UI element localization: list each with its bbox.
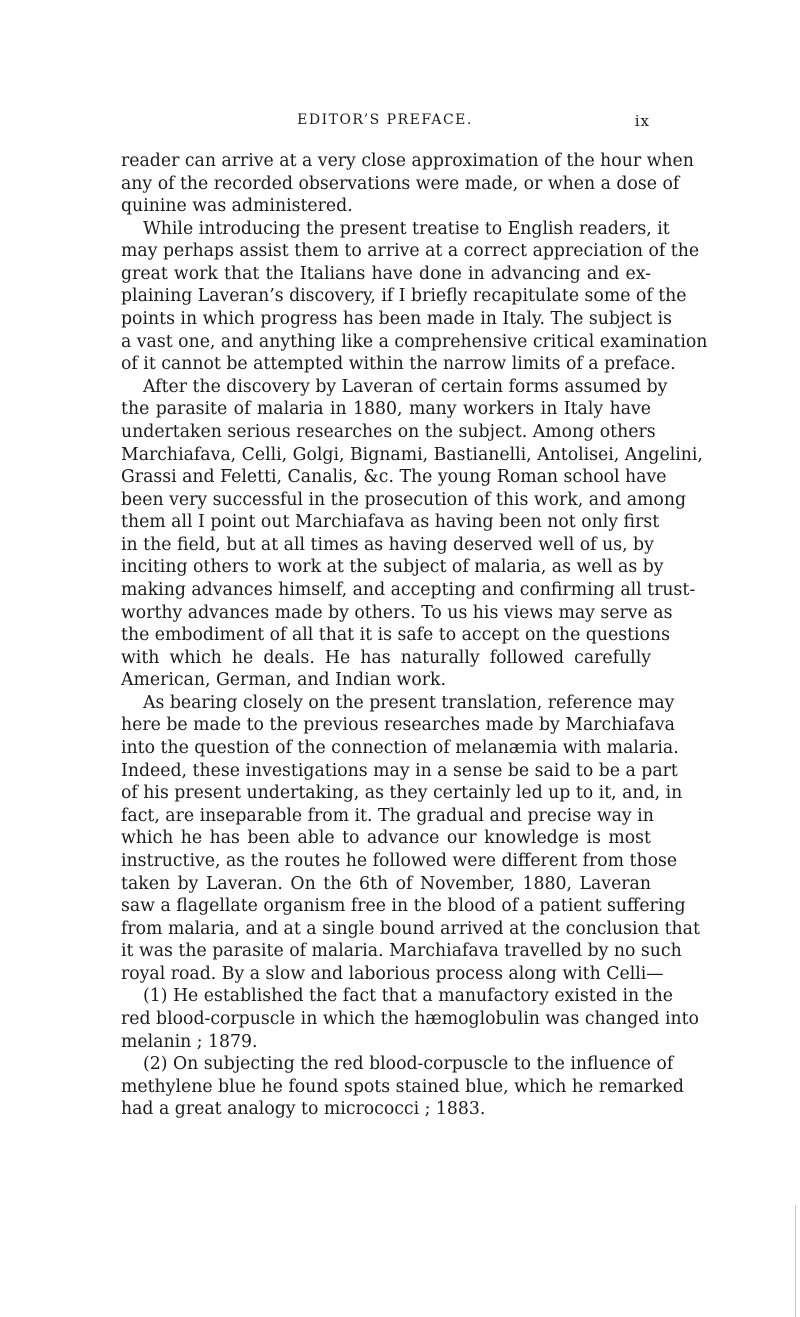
text-line: royal road. By a slow and laborious process along with Celli— bbox=[121, 963, 664, 984]
text-line: may perhaps assist them to arrive at a correct appreciation of the bbox=[121, 241, 700, 262]
text-line: While introducing the present treatise to English readers, it bbox=[143, 218, 670, 239]
text-line: been very successful in the prosecution of this work, and among bbox=[121, 489, 687, 510]
text-line: of his present undertaking, as they certainly led up to it, and, in bbox=[121, 783, 683, 804]
text-line: them all I point out Marchiafava as having been not only first bbox=[121, 512, 660, 533]
text-line: the parasite of malaria in 1880, many workers in Italy have bbox=[121, 399, 651, 420]
text-line: making advances himself, and accepting and confirming all trust- bbox=[121, 579, 696, 600]
text-line: points in which progress has been made in Italy. The subject is bbox=[121, 309, 672, 330]
text-line: undertaken serious researches on the subject. Among others bbox=[121, 421, 656, 442]
text-line: with which he deals. He has naturally followed carefully bbox=[121, 647, 651, 668]
text-line: taken by Laveran. On the 6th of November, 1880, Laveran bbox=[121, 873, 651, 894]
text-line: of it cannot be attempted within the narrow limits of a preface. bbox=[121, 354, 676, 375]
page-edge-rule bbox=[795, 1205, 796, 1317]
text-line: fact, are inseparable from it. The gradual and precise way in bbox=[121, 805, 654, 826]
body-text bbox=[121, 150, 708, 1121]
text-line: melanin ; 1879. bbox=[121, 1031, 258, 1052]
text-line: reader can arrive at a very close approximation of the hour when bbox=[121, 151, 694, 171]
text-line: which he has been able to advance our knowledge is most bbox=[121, 828, 651, 849]
text-line: red blood-corpuscle in which the hæmoglobulin was changed into bbox=[121, 1008, 699, 1029]
text-line: inciting others to work at the subject of malaria, as well as by bbox=[121, 557, 664, 578]
text-line: saw a flagellate organism free in the blood of a patient suffering bbox=[121, 896, 686, 917]
text-line: into the question of the connection of melanæmia with malaria. bbox=[121, 738, 679, 759]
text-line: from malaria, and at a single bound arrived at the conclusion that bbox=[121, 918, 700, 939]
text-line: here be made to the previous researches made by Marchiafava bbox=[121, 715, 675, 736]
running-header bbox=[120, 112, 650, 136]
text-line: quinine was administered. bbox=[121, 196, 353, 217]
running-title: EDITOR’S PREFACE. bbox=[297, 112, 473, 128]
text-line: Marchiafava, Celli, Golgi, Bignami, Bastianelli, Antolisei, Angelini, bbox=[121, 444, 703, 465]
text-line: (2) On subjecting the red blood-corpuscle to the influence of bbox=[143, 1054, 674, 1075]
text-line: it was the parasite of malaria. Marchiafava travelled by no such bbox=[121, 941, 682, 962]
text-line: plaining Laveran’s discovery, if I briefly recapitulate some of the bbox=[121, 286, 687, 307]
text-line: After the discovery by Laveran of certain forms assumed by bbox=[143, 376, 668, 397]
text-line: Grassi and Feletti, Canalis, &c. The young Roman school have bbox=[121, 467, 667, 488]
text-line: the embodiment of all that it is safe to accept on the questions bbox=[121, 625, 670, 646]
page-number: ix bbox=[634, 112, 650, 130]
text-line: American, German, and Indian work. bbox=[121, 670, 446, 691]
text-line: had a great analogy to micrococci ; 1883. bbox=[121, 1099, 486, 1120]
text-line: As bearing closely on the present translation, reference may bbox=[143, 692, 675, 713]
text-line: a vast one, and anything like a comprehensive critical examination bbox=[121, 331, 708, 352]
text-line: Indeed, these investigations may in a sense be said to be a part bbox=[121, 760, 678, 781]
text-line: methylene blue he found spots stained blue, which he remarked bbox=[121, 1076, 684, 1097]
text-line: in the field, but at all times as having deserved well of us, by bbox=[121, 534, 654, 555]
text-line: (1) He established the fact that a manufactory existed in the bbox=[143, 986, 673, 1007]
text-line: great work that the Italians have done in advancing and ex- bbox=[121, 263, 651, 284]
text-line: worthy advances made by others. To us his views may serve as bbox=[121, 602, 673, 623]
text-line: instructive, as the routes he followed were different from those bbox=[121, 850, 678, 871]
text-line: any of the recorded observations were made, or when a dose of bbox=[121, 173, 680, 194]
